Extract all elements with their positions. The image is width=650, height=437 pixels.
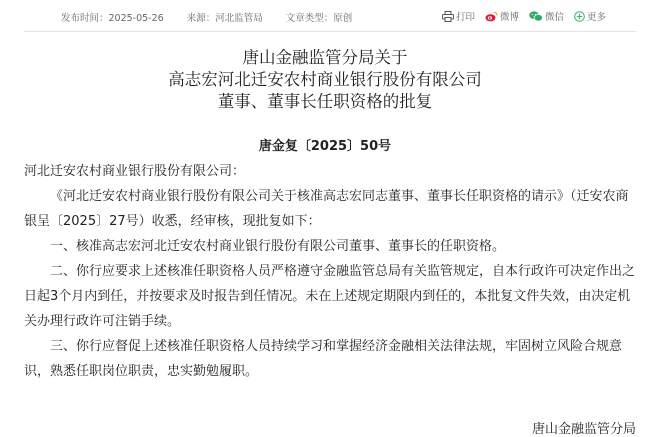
paragraph-4: 三、你行应督促上述核准任职资格人员持续学习和掌握经济金融相关法律法规，牢固树立风险合规意识，熟悉任职岗位职责，忠实勤勉履职。 xyxy=(24,339,623,379)
article-meta xyxy=(61,10,372,24)
title-line-2: 高志宏河北迁安农村商业银行股份有限公司 xyxy=(168,70,482,89)
paragraph-1: 《河北迁安农村商业银行股份有限公司关于核准高志宏同志董事、董事长任职资格的请示》（迁安农商银呈〔2025〕27号）收悉，经审核，现批复如下： xyxy=(24,189,629,229)
wechat-icon xyxy=(529,11,543,22)
document-title xyxy=(0,47,650,113)
publish-time: 发布时间：2025-05-26 xyxy=(61,13,164,24)
title-line-3: 董事、董事长任职资格的批复 xyxy=(217,92,433,111)
share-toolbar xyxy=(432,9,606,23)
weibo-share-button[interactable] xyxy=(485,9,519,23)
recipient: 河北迁安农村商业银行股份有限公司： xyxy=(24,164,246,179)
print-label: 打印 xyxy=(455,12,475,23)
wechat-share-button[interactable] xyxy=(529,9,564,23)
more-share-button[interactable] xyxy=(574,9,606,23)
paragraph-2: 一、核准高志宏河北迁安农村商业银行股份有限公司董事、董事长的任职资格。 xyxy=(50,239,506,254)
signature: 唐山金融监管分局 xyxy=(531,422,636,437)
print-button[interactable] xyxy=(442,9,475,23)
weibo-label: 微博 xyxy=(499,12,519,23)
paragraph-3: 二、你行应要求上述核准任职资格人员严格遵守金融监管总局有关监管规定，自本行政许可决定作出之日起3个月内到任，并按要求及时报告到任情况。未在上述规定期限内到任的，本批复文件失效，由决定机关办理行政许可注销手续。 xyxy=(24,264,636,329)
more-label: 更多 xyxy=(586,12,606,23)
document-number: 唐金复〔2025〕50号 xyxy=(258,139,392,154)
article-source: 来源：河北监管局 xyxy=(186,13,263,24)
article-meta-bar xyxy=(24,0,636,32)
title-line-1: 唐山金融监管分局关于 xyxy=(242,48,408,67)
article-type: 文章类型：原创 xyxy=(285,13,353,24)
plus-circle-icon xyxy=(574,11,585,22)
weibo-icon xyxy=(485,11,498,22)
wechat-label: 微信 xyxy=(544,12,564,23)
document-body xyxy=(24,159,638,384)
printer-icon xyxy=(442,11,454,22)
